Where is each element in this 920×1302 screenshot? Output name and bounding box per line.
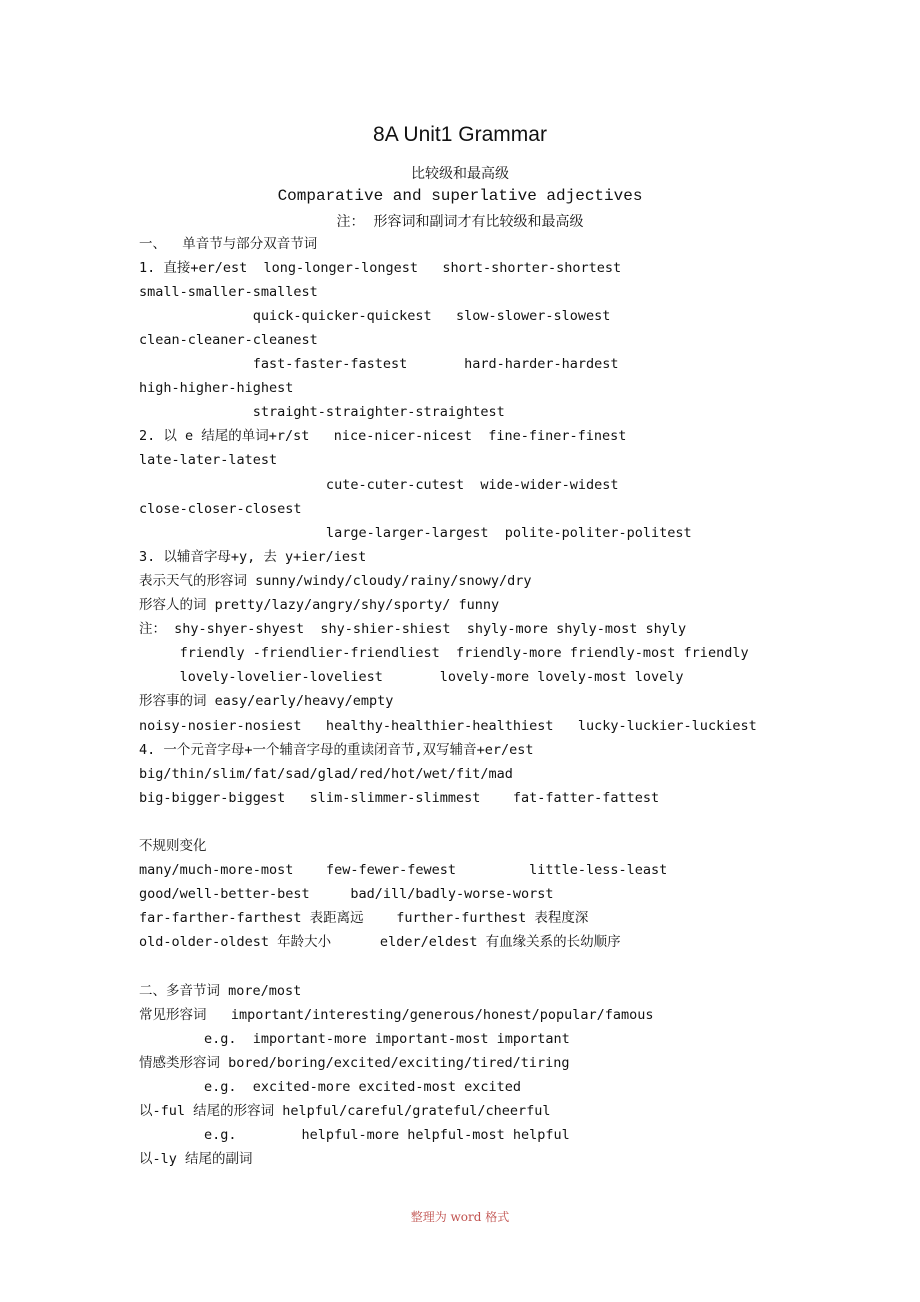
text-line: e.g. excited-more excited-most excited	[139, 1079, 522, 1095]
text-line: 常见形容词 important/interesting/generous/honest/popular/famous	[139, 1007, 654, 1023]
section-heading-one: 一、 单音节与部分双音节词	[139, 236, 318, 252]
text-line: fast-faster-fastest hard-harder-hardest	[139, 356, 619, 372]
text-line: 注： shy-shyer-shyest shy-shier-shiest shyly-more shyly-most shyly	[139, 621, 687, 637]
text-line: big/thin/slim/fat/sad/glad/red/hot/wet/fit/mad	[139, 766, 513, 782]
text-line: high-higher-highest	[139, 380, 294, 396]
text-line: many/much-more-most few-fewer-fewest little-less-least	[139, 862, 668, 878]
text-line: 形容人的词 pretty/lazy/angry/shy/sporty/ funny	[139, 597, 500, 613]
text-line: lovely-lovelier-loveliest lovely-more lovely-most lovely	[139, 669, 684, 685]
page-title: 8A Unit1 Grammar	[373, 123, 547, 146]
text-line: far-farther-farthest 表距离远 further-furthest 表程度深	[139, 910, 589, 926]
text-line: 形容事的词 easy/early/heavy/empty	[139, 693, 394, 709]
text-line: quick-quicker-quickest slow-slower-slowest	[139, 308, 611, 324]
text-line: 1. 直接+er/est long-longer-longest short-shorter-shortest	[139, 260, 622, 276]
text-line: e.g. helpful-more helpful-most helpful	[139, 1127, 570, 1143]
text-line: old-older-oldest 年龄大小 elder/eldest 有血缘关系的长幼顺序	[139, 934, 621, 950]
footer-watermark: 整理为 word 格式	[410, 1210, 510, 1224]
text-line: 以-ly 结尾的副词	[139, 1151, 253, 1167]
text-line: 表示天气的形容词 sunny/windy/cloudy/rainy/snowy/dry	[139, 573, 532, 589]
text-line: big-bigger-biggest slim-slimmer-slimmest fat-fatter-fattest	[139, 790, 660, 806]
subtitle-chinese: 比较级和最高级	[411, 166, 509, 182]
note-line: 注： 形容词和副词才有比较级和最高级	[336, 214, 584, 230]
text-line: small-smaller-smallest	[139, 284, 318, 300]
text-line: 以-ful 结尾的形容词 helpful/careful/grateful/cheerful	[139, 1103, 551, 1119]
text-line: late-later-latest	[139, 452, 278, 468]
section-heading-irregular: 不规则变化	[139, 838, 207, 854]
section-heading-two: 二、多音节词 more/most	[139, 983, 302, 999]
text-line: e.g. important-more important-most important	[139, 1031, 570, 1047]
text-line: 4. 一个元音字母+一个辅音字母的重读闭音节,双写辅音+er/est	[139, 742, 534, 758]
text-line: 2. 以 e 结尾的单词+r/st nice-nicer-nicest fine-finer-finest	[139, 428, 627, 444]
text-line: large-larger-largest polite-politer-politest	[139, 525, 692, 541]
text-line: close-closer-closest	[139, 501, 302, 517]
subtitle-english: Comparative and superlative adjectives	[277, 187, 643, 205]
text-line: friendly -friendlier-friendliest friendly-more friendly-most friendly	[139, 645, 749, 661]
text-line: clean-cleaner-cleanest	[139, 332, 318, 348]
text-line: cute-cuter-cutest wide-wider-widest	[139, 477, 619, 493]
text-line: 情感类形容词 bored/boring/excited/exciting/tired/tiring	[139, 1055, 570, 1071]
text-line: 3. 以辅音字母+y, 去 y+ier/iest	[139, 549, 367, 565]
text-line: good/well-better-best bad/ill/badly-worse-worst	[139, 886, 554, 902]
text-line: straight-straighter-straightest	[139, 404, 505, 420]
text-line: noisy-nosier-nosiest healthy-healthier-healthiest lucky-luckier-luckiest	[139, 718, 757, 734]
